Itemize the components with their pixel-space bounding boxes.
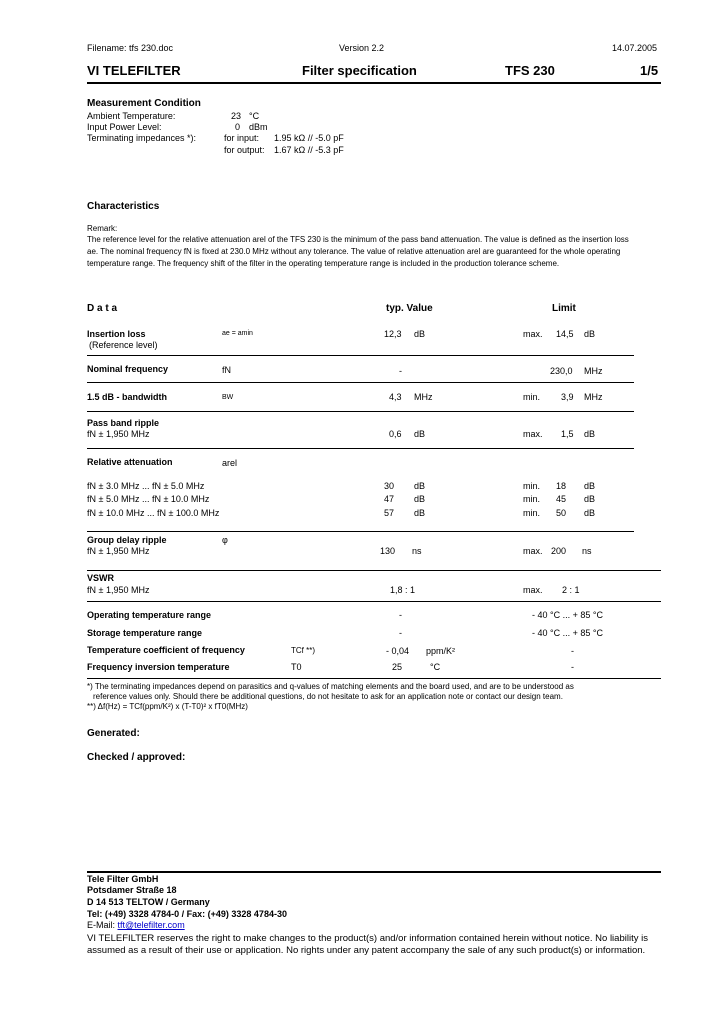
limit-prefix: min.	[523, 481, 541, 491]
symbol: φ	[222, 535, 228, 545]
typ-value: 130	[380, 546, 396, 556]
product-code: TFS 230	[505, 63, 555, 78]
measurement-heading: Measurement Condition	[87, 98, 201, 109]
doc-title: Filter specification	[302, 63, 417, 78]
freq-range: fN ± 10.0 MHz ... fN ± 100.0 MHz	[87, 508, 220, 518]
symbol: arel	[222, 458, 238, 468]
typ-unit: dB	[414, 508, 426, 518]
limit-prefix: max.	[523, 585, 543, 595]
typ-value: 30	[384, 481, 395, 491]
version: Version 2.2	[339, 43, 385, 53]
symbol: T0	[291, 662, 302, 672]
footnote: *) The terminating impedances depend on parasitics and q-values of matching elements and the board used, and are to be understood as	[87, 682, 574, 691]
freq-range: fN ± 1,950 MHz	[87, 429, 150, 439]
typ-value: 47	[384, 494, 395, 504]
row-divider	[87, 382, 634, 383]
row-divider	[87, 531, 634, 532]
meas-value: 1.67 kΩ // -5.3 pF	[274, 145, 344, 155]
limit-unit: dB	[584, 429, 596, 439]
tcf-label: Temperature coefficient of frequency	[87, 645, 245, 655]
limit-unit: dB	[584, 508, 596, 518]
meas-label: Terminating impedances *):	[87, 133, 197, 143]
limit-value: - 40 °C ... + 85 °C	[532, 610, 603, 620]
meas-label: Input Power Level:	[87, 122, 162, 132]
typ-value: 4,3	[389, 392, 402, 402]
filename: Filename: tfs 230.doc	[87, 43, 174, 53]
checked-label: Checked / approved:	[87, 752, 186, 763]
header-rule	[87, 82, 661, 84]
limit-prefix: max.	[523, 429, 543, 439]
remark-line: temperature range. The frequency shift of the filter in the operating temperature range is included in the production tolerance scheme.	[87, 259, 560, 268]
row-divider	[87, 678, 661, 679]
limit-value: 2 : 1	[562, 585, 580, 595]
typ-value: -	[399, 366, 402, 376]
typ-unit: dB	[414, 481, 426, 491]
company-logo: VI TELEFILTER	[87, 63, 181, 78]
freq-range: fN ± 5.0 MHz ... fN ± 10.0 MHz	[87, 494, 210, 504]
limit-value: 18	[556, 481, 567, 491]
limit-value: 45	[556, 494, 567, 504]
footer-rule	[87, 871, 661, 873]
generated-label: Generated:	[87, 728, 140, 739]
characteristics-heading: Characteristics	[87, 201, 160, 212]
col-limit-header: Limit	[552, 303, 576, 314]
meas-sub: for output:	[224, 145, 265, 155]
meas-sub: for input:	[224, 133, 260, 143]
disclaimer: assumed as a result of their use or application. No rights under any patent accompany the sale of any such product(s) or information.	[87, 945, 646, 956]
vswr-label: VSWR	[87, 573, 114, 583]
limit-value: 200	[551, 546, 567, 556]
group-delay-label: Group delay ripple	[87, 535, 167, 545]
email-link[interactable]: tft@telefilter.com	[117, 920, 185, 930]
limit-value: 14,5	[556, 329, 574, 339]
typ-value: -	[399, 610, 402, 620]
email-label: E-Mail:	[87, 920, 116, 930]
typ-value: 57	[384, 508, 395, 518]
st-temp-label: Storage temperature range	[87, 628, 203, 638]
limit-prefix: min.	[523, 508, 541, 518]
date: 14.07.2005	[612, 43, 658, 53]
limit-value: - 40 °C ... + 85 °C	[532, 628, 603, 638]
footer-company: Tele Filter GmbH	[87, 874, 159, 884]
op-temp-label: Operating temperature range	[87, 610, 212, 620]
meas-value: 23	[231, 111, 242, 121]
bandwidth-label: 1.5 dB - bandwidth	[87, 392, 167, 402]
limit-unit: MHz	[584, 392, 603, 402]
typ-unit: ns	[412, 546, 422, 556]
disclaimer: VI TELEFILTER reserves the right to make changes to the product(s) and/or information contained herein without notice. No liability is	[87, 933, 648, 944]
typ-unit: ppm/K²	[426, 646, 456, 656]
limit-unit: dB	[584, 329, 596, 339]
typ-value: 12,3	[384, 329, 402, 339]
typ-value: 25	[392, 662, 403, 672]
footer-tel: Tel: (+49) 3328 4784-0 / Fax: (+49) 3328 4784-30	[87, 909, 287, 919]
col-data-header: D a t a	[87, 303, 118, 314]
limit-unit: ns	[582, 546, 592, 556]
typ-value: 0,6	[389, 429, 402, 439]
limit-value: 1,5	[561, 429, 574, 439]
typ-value: 1,8 : 1	[390, 585, 416, 595]
typ-unit: MHz	[414, 392, 433, 402]
typ-value: -	[399, 628, 402, 638]
footer-street: Potsdamer Straße 18	[87, 885, 177, 895]
row-divider	[87, 570, 661, 571]
symbol: TCf **)	[291, 646, 315, 655]
limit-unit: MHz	[584, 366, 603, 376]
limit-prefix: min.	[523, 494, 541, 504]
limit-prefix: max.	[523, 329, 543, 339]
meas-value: 0	[235, 122, 241, 132]
typ-value: - 0,04	[386, 646, 410, 656]
ripple-label: Pass band ripple	[87, 418, 160, 428]
limit-value: 3,9	[561, 392, 574, 402]
col-typ-header: typ. Value	[386, 303, 433, 314]
page-number: 1/5	[640, 63, 659, 78]
fit-label: Frequency inversion temperature	[87, 662, 230, 672]
limit-value: 230,0	[550, 366, 573, 376]
freq-range: fN ± 3.0 MHz ... fN ± 5.0 MHz	[87, 481, 205, 491]
symbol: ae = amin	[222, 330, 253, 337]
row-divider	[87, 601, 661, 602]
remark-label: Remark:	[87, 224, 118, 233]
nominal-freq-label: Nominal frequency	[87, 364, 169, 374]
row-divider	[87, 411, 634, 412]
footer-city: D 14 513 TELTOW / Germany	[87, 897, 210, 907]
limit-unit: dB	[584, 481, 596, 491]
meas-unit: °C	[249, 111, 260, 121]
typ-unit: dB	[414, 494, 426, 504]
limit-value: -	[571, 662, 574, 672]
typ-unit: dB	[414, 329, 426, 339]
row-divider	[87, 448, 634, 449]
symbol: BW	[222, 394, 234, 401]
remark-line: The reference level for the relative attenuation arel of the TFS 230 is the minimum of the pass band attenuation. The value is defined as the insertion loss	[87, 235, 629, 244]
limit-prefix: min.	[523, 392, 541, 402]
row-divider	[87, 355, 634, 356]
limit-value: 50	[556, 508, 567, 518]
remark-line: ae. The nominal frequency fN is fixed at 230.0 MHz without any tolerance. The value of relative attenuation arel are guaranteed for the whole operating	[87, 247, 621, 256]
typ-unit: °C	[430, 662, 441, 672]
footnote: reference values only. Should there be additional questions, do not hesitate to ask for an application note or contact our design team.	[93, 692, 563, 701]
limit-unit: dB	[584, 494, 596, 504]
freq-range: fN ± 1,950 MHz	[87, 585, 150, 595]
limit-value: -	[571, 646, 574, 656]
meas-label: Ambient Temperature:	[87, 111, 176, 121]
freq-range: fN ± 1,950 MHz	[87, 546, 150, 556]
insertion-loss-label: Insertion loss	[87, 329, 146, 339]
symbol: fN	[222, 365, 231, 375]
typ-unit: dB	[414, 429, 426, 439]
meas-unit: dBm	[249, 122, 268, 132]
footer-email-row	[87, 921, 185, 930]
insertion-loss-sublabel: (Reference level)	[89, 340, 158, 350]
limit-prefix: max.	[523, 546, 543, 556]
footnote: **) Δf(Hz) = TCf(ppm/K²) x (T-T0)² x fT0(MHz)	[87, 702, 248, 711]
meas-value: 1.95 kΩ // -5.0 pF	[274, 133, 344, 143]
rel-att-label: Relative attenuation	[87, 457, 173, 467]
